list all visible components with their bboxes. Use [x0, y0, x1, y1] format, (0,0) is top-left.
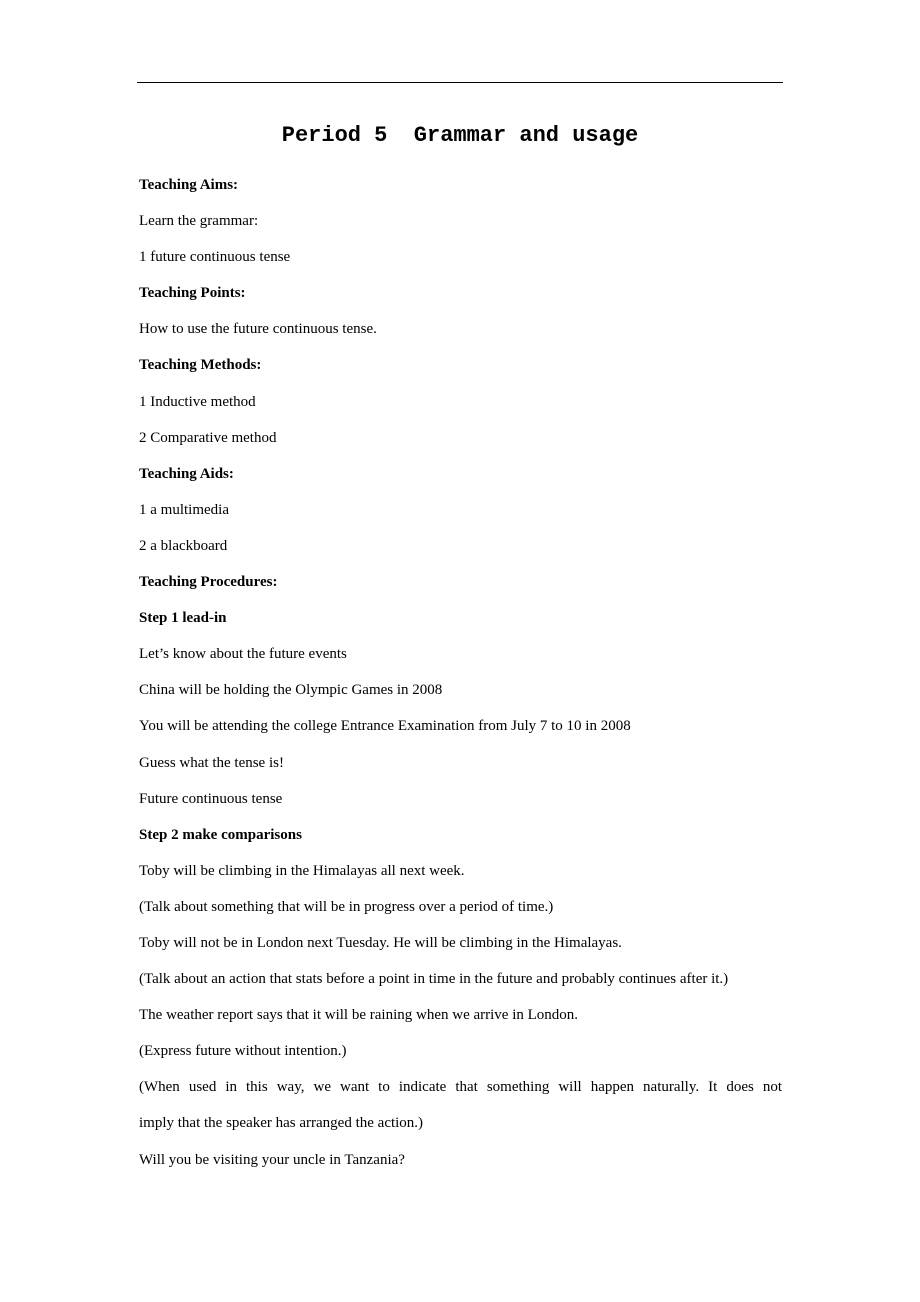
- section-heading: Step 2 make comparisons: [139, 826, 302, 843]
- paragraph-line: 2 Comparative method: [139, 429, 277, 446]
- section-heading: Teaching Methods:: [139, 357, 262, 374]
- paragraph-line: Guess what the tense is!: [139, 754, 284, 771]
- paragraph-line: Will you be visiting your uncle in Tanzania?: [139, 1151, 405, 1168]
- paragraph-line: Let’s know about the future events: [139, 646, 347, 663]
- paragraph-line: (When used in this way, we want to indicate that something will happen naturally. It does not: [139, 1079, 782, 1096]
- paragraph-line: How to use the future continuous tense.: [139, 321, 377, 338]
- header-rule: [137, 82, 783, 83]
- paragraph-line: (Express future without intention.): [139, 1043, 347, 1060]
- page-title: Period 5 Grammar and usage: [281, 123, 639, 148]
- paragraph-line: Toby will be climbing in the Himalayas all next week.: [139, 862, 465, 879]
- paragraph-line: 2 a blackboard: [139, 537, 228, 554]
- document-body: [139, 167, 782, 1178]
- paragraph-line: 1 Inductive method: [139, 393, 256, 410]
- paragraph-line: China will be holding the Olympic Games in 2008: [139, 682, 443, 699]
- paragraph-line: Toby will not be in London next Tuesday. He will be climbing in the Himalayas.: [139, 934, 622, 951]
- section-heading: Step 1 lead-in: [139, 610, 227, 627]
- paragraph-line: imply that the speaker has arranged the action.): [139, 1115, 424, 1132]
- section-heading: Teaching Points:: [139, 285, 246, 302]
- paragraph-line: You will be attending the college Entrance Examination from July 7 to 10 in 2008: [139, 718, 631, 735]
- section-heading: Teaching Procedures:: [139, 574, 278, 591]
- paragraph-line: Learn the grammar:: [139, 213, 259, 230]
- paragraph-line: (Talk about an action that stats before a point in time in the future and probably continues after it.): [139, 971, 729, 988]
- section-heading: Teaching Aims:: [139, 177, 239, 193]
- paragraph-line: (Talk about something that will be in progress over a period of time.): [139, 898, 554, 915]
- paragraph-line: Future continuous tense: [139, 790, 283, 807]
- paragraph-line: The weather report says that it will be raining when we arrive in London.: [139, 1007, 579, 1024]
- paragraph-line: 1 future continuous tense: [139, 249, 291, 266]
- section-heading: Teaching Aids:: [139, 465, 234, 482]
- paragraph-line: 1 a multimedia: [139, 501, 229, 518]
